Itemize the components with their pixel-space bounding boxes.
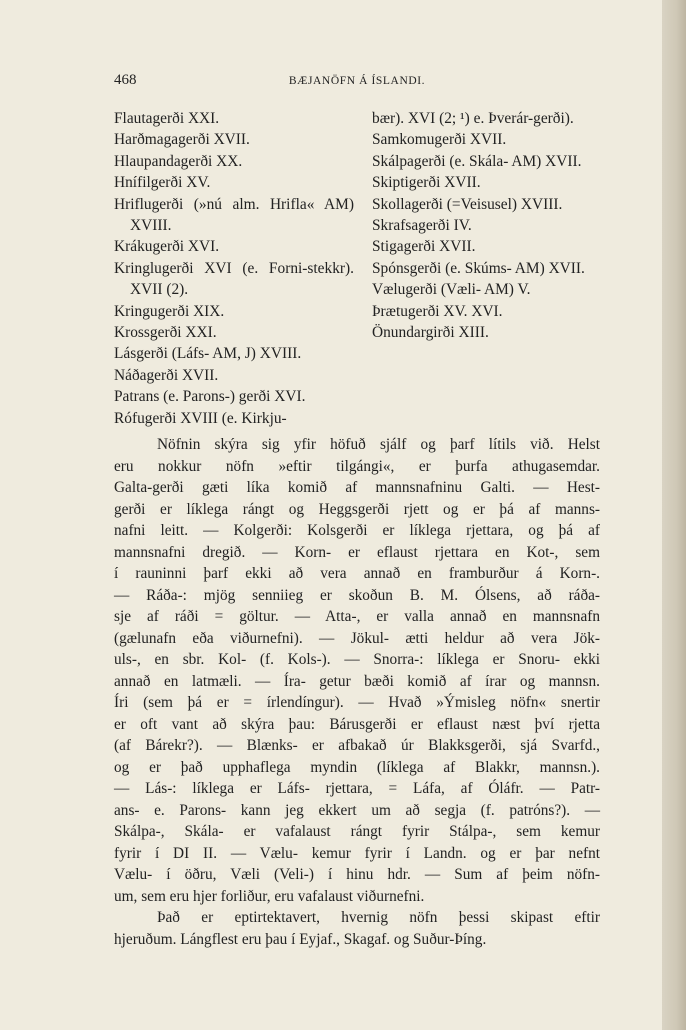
text-line: — Ráða-: mjög senniieg er skoðun B. M. Ólsens, að ráða- [114, 586, 600, 604]
name-list-right-column [372, 108, 602, 343]
book-gutter-shadow [662, 0, 686, 1030]
text-line: ans- e. Parons- kann jeg ekkert um að segja (f. patróns?). — [114, 801, 600, 819]
list-item: Kringugerði XIX. [114, 302, 225, 320]
body-text [114, 434, 600, 950]
text-line: Nöfnin skýra sig yfir höfuð sjálf og þarf lítils við. Helst [157, 436, 600, 453]
text-line: í rauninni þarf ekki að vera annað en framburður á Korn-. [114, 565, 600, 582]
text-line: Vælu- í öðru, Væli (Veli-) í hinu hdr. — Sum af þeim nöfn- [114, 866, 600, 883]
list-item: Lásgerði (Láfs- AM, J) XVIII. [114, 345, 302, 363]
list-item: Flautagerði XXI. [114, 110, 220, 127]
list-item: Vælugerði (Væli- AM) V. [372, 281, 531, 299]
page-header [114, 72, 600, 92]
list-item: Harðmagagerði XVII. [114, 131, 250, 149]
list-item: Skiptigerði XVII. [372, 174, 481, 192]
list-item: Önundargirði XIII. [372, 324, 489, 342]
text-line: gerði er líklega rángt og Heggsgerði rjett og er þá af manns- [114, 500, 600, 518]
text-line: Það er eptirtektavert, hvernig nöfn þessi skipast eftir [157, 909, 600, 926]
list-item: Skrafsagerði IV. [372, 217, 472, 235]
list-item: Þrætugerði XV. XVI. [372, 302, 503, 320]
text-line: er oft vant að skýra þau: Bárusgerði er eflaust næst því rjetta [114, 715, 600, 733]
page-number: 468 [114, 72, 137, 88]
text-line: Íri (sem þá er = írlendíngur). — Hvað »Ýmisleg nöfn« snertir [114, 694, 600, 711]
text-line: fyrir í DI II. — Vælu- kemur fyrir í Landn. og er þar nefnt [114, 844, 600, 862]
list-item: bær). XVI (2; ¹) e. Þverár-gerði). [372, 110, 574, 127]
text-line: sje af ráði = göltur. — Atta-, er valla annað en mannsnafn [114, 608, 600, 625]
text-line: nafni leitt. — Kolgerði: Kolsgerði er líklega rjettara, og þá af [114, 522, 600, 539]
name-list-left-column [114, 108, 354, 429]
text-line: uls-, en sbr. Kol- (f. Kols-). — Snorra-: líklega er Snoru- ekki [114, 651, 600, 668]
text-line: mannsnafni dregið. — Korn- er eflaust rjettara en Kot-, sem [114, 543, 600, 561]
list-item: Krossgerði XXI. [114, 324, 217, 342]
text-line: um, sem eru hjer forliður, eru vafalaust viðurnefni. [114, 887, 425, 905]
list-item: Hlaupandagerði XX. [114, 152, 243, 170]
list-item: Stigagerði XVII. [372, 238, 476, 256]
list-item: Hnífilgerði XV. [114, 174, 211, 192]
running-title: BÆJANÖFN Á ÍSLANDI. [288, 75, 426, 87]
list-item: Patrans (e. Parons-) gerði XVI. [114, 388, 306, 406]
text-line: Galta-gerði gæti líka komið af mannsnafninu Galti. — Hest- [114, 479, 600, 496]
text-line: Skálpa-, Skála- er vafalaust rángt fyrir Stálpa-, sem kemur [114, 823, 600, 840]
list-item: Samkomugerði XVII. [372, 131, 507, 149]
list-item: Rófugerði XVIII (e. Kirkju- [114, 409, 287, 427]
text-line: hjeruðum. Lángflest eru þau í Eyjaf., Skagaf. og Suður-Þíng. [114, 930, 487, 948]
text-line: (af Bárekr?). — Blænks- er afbakað úr Blakksgerði, sjá Svarfd., [114, 737, 600, 754]
list-item: Skálpagerði (e. Skála- AM) XVII. [372, 152, 582, 170]
text-line: — Lás-: líklega er Láfs- rjettara, = Láfa, af Óláfr. — Patr- [114, 780, 600, 797]
text-line: eru nokkur nöfn »eftir tilgángi«, er þurfa athugasemdar. [114, 457, 600, 475]
list-item: Kringlugerði XVI (e. Forni-stekkr). XVII (2). [114, 259, 354, 299]
list-item: Spónsgerði (e. Skúms- AM) XVII. [372, 259, 585, 277]
text-line: og er það upphaflega myndin (líklega af Blakkr, mannsn.). [114, 758, 600, 776]
list-item: Náðagerði XVII. [114, 366, 219, 384]
list-item: Krákugerði XVI. [114, 238, 220, 256]
list-item: Hriflugerði (»nú alm. Hrifla« AM) XVIII. [114, 195, 354, 235]
text-line: (gælunafn eða viðurnefni). — Jökul- ætti heldur að vera Jök- [114, 629, 600, 647]
list-item: Skollagerði (=Veisusel) XVIII. [372, 195, 563, 213]
text-line: annað en latmæli. — Íra- getur bæði komið af írar og mannsn. [114, 672, 600, 690]
